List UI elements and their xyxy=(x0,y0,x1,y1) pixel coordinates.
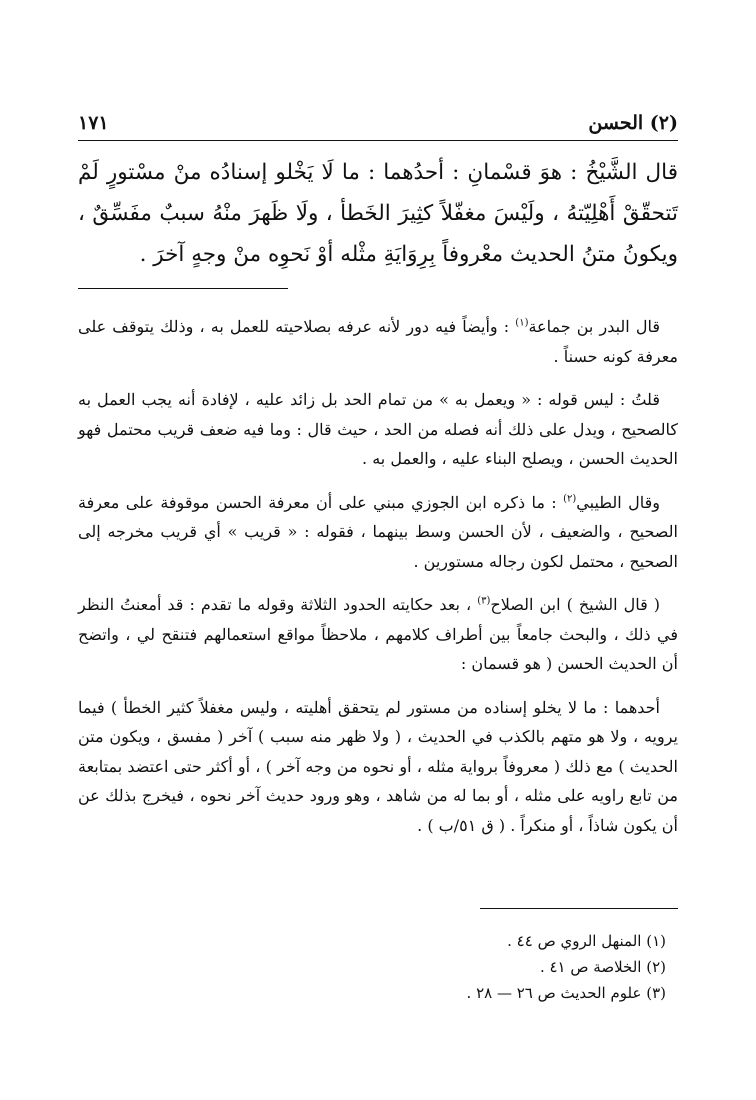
footnote-item: (٢) الخلاصة ص ٤١ . xyxy=(539,958,666,976)
main-text: قال الشَّيْخُ : هوَ قسْمانِ : أحدُهما : ما لَا يَخْلو إسنادُه منْ مسْتورٍ لَمْ تَتحقّقْ أَهْلِيّتهُ ، ولَيْسَ مغفّلاً كثِيرَ الخَطأ ، ولَا ظَهرَ منْهُ سببٌ مفَسِّقٌ ، ويكونُ متنُ الحديث معْروفاً بِرِوَايَةِ مثْله أوْ نَحوِه منْ وجهٍ آخرَ . xyxy=(78,160,678,267)
footnote-marker: (٣) xyxy=(477,595,491,607)
main-text-divider xyxy=(78,288,288,289)
page-number: ١٧١ xyxy=(78,112,109,134)
footnote-item: (٣) علوم الحديث ص ٢٦ — ٢٨ . xyxy=(466,984,666,1002)
running-header xyxy=(78,110,678,140)
commentary-paragraph: ( قال الشيخ ) ابن الصلاح$^{(٣)}$ ، بعد حكايته الحدود الثلاثة وقوله ما تقدم : قد أمعنتُ النظر في ذلك ، والبحث جامعاً بين أطراف كلامهم ، ملاحظاً مواقع استعمالهم فتنقح لي ، واتضح أن الحديث الحسن ( هو قسمان : xyxy=(78,595,678,673)
chapter-title: (٢) الحسن xyxy=(588,112,678,134)
footnotes xyxy=(78,928,678,1006)
header-divider xyxy=(78,140,678,141)
commentary-paragraph: أحدهما : ما لا يخلو إسناده من مستور لم يتحقق أهليته ، وليس مغفلاً كثير الخطأ ) فيما يرويه ، ولا هو متهم بالكذب في الحديث ، ( ولا ظهر منه سبب ) آخر ( مفسق ، ويكون متن الحديث ) مع ذلك ( معروفاً برواية مثله ، أو نحوه من وجه آخر ) ، أو أكثر حتى اعتضد بمتابعة من تابع راويه على مثله ، أو بما له من شاهد ، وهو ورود حديث آخر نحوه ، فيخرج بذلك عن أن يكون شاذاً ، أو منكراً . ( ق ٥١/ب ) . xyxy=(78,697,679,835)
commentary-paragraph: وقال الطيبي$^{(٢)}$ : ما ذكره ابن الجوزي مبني على أن معرفة الحسن موقوفة على معرفة الصحيح ، والضعيف ، لأن الحسن وسط بينهما ، فقوله : « قريب » أي قريب مخرجه إلى الصحيح ، محتمل لكون رجاله مستورين . xyxy=(78,492,678,571)
footnote-marker: (١) xyxy=(515,317,529,329)
commentary-block xyxy=(78,312,678,854)
commentary-paragraph: قلتُ : ليس قوله : « ويعمل به » من تمام الحد بل زائد عليه ، لإفادة أنه يجب العمل به كالصحيح ، ويدل على ذلك أنه فصله من الحد ، حيث قال : وما فيه ضعف قريب محتمل فهو الحديث الحسن ، ويصلح البناء عليه ، والعمل به . xyxy=(78,390,678,468)
footnote-divider xyxy=(480,908,678,909)
commentary-paragraph: قال البدر بن جماعة$^{(١)}$ : وأيضاً فيه دور لأنه عرفه بصلاحيته للعمل به ، وذلك يتوقف على معرفة كونه حسناً . xyxy=(78,317,678,366)
footnote-marker: (٢) xyxy=(563,493,577,505)
footnote-item: (١) المنهل الروي ص ٤٤ . xyxy=(507,932,666,950)
main-text-block xyxy=(78,152,678,275)
